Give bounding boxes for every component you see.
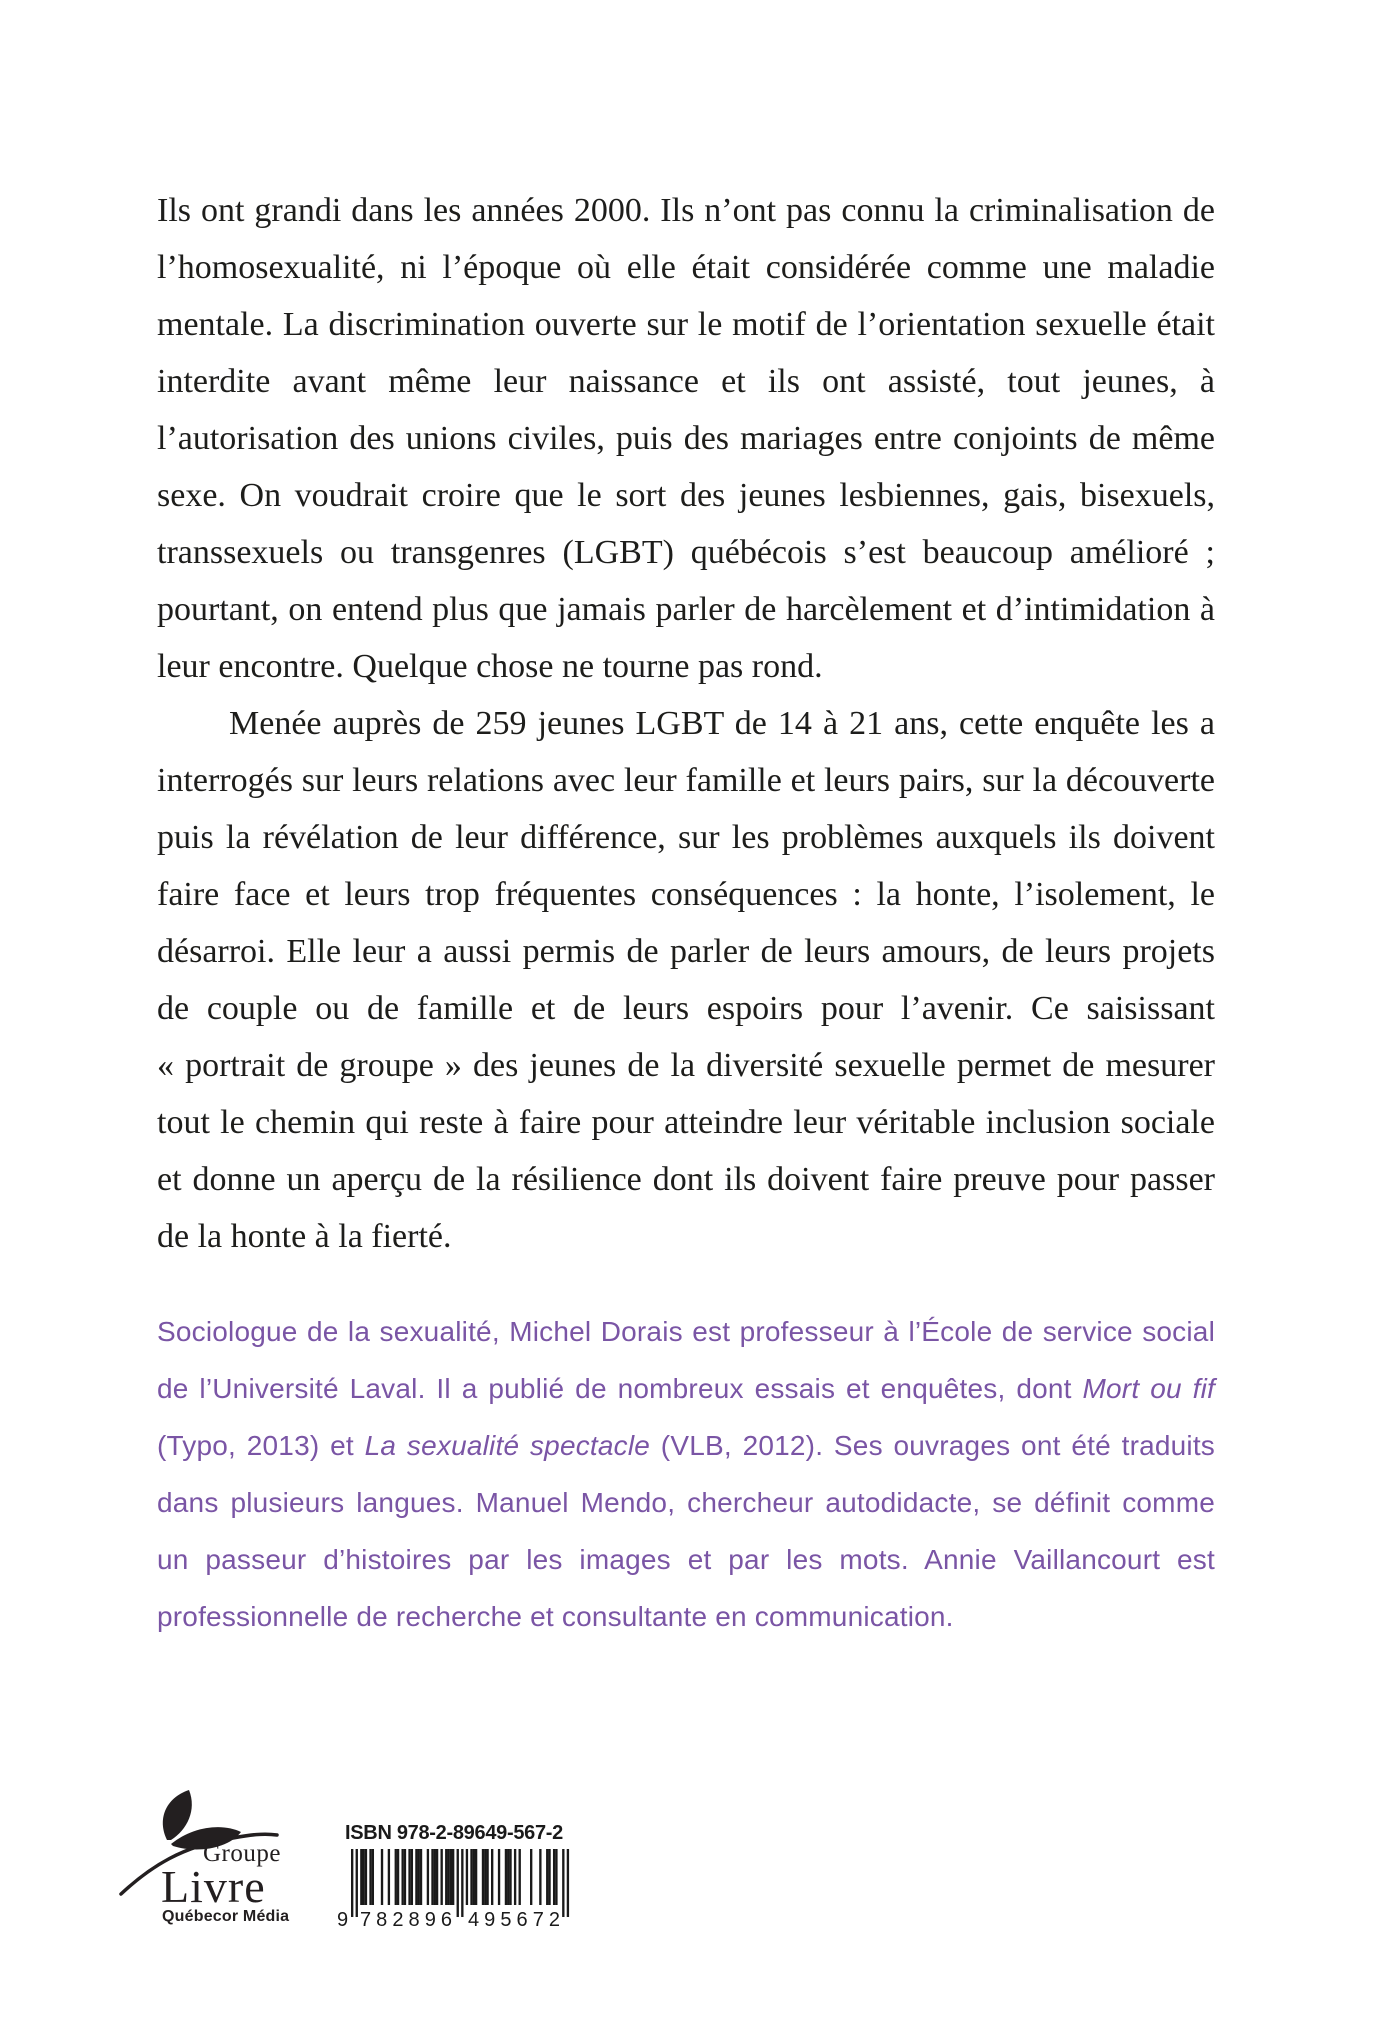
book-title: Mort ou fif bbox=[1082, 1373, 1215, 1404]
synopsis bbox=[157, 182, 1215, 1265]
svg-text:495672: 495672 bbox=[468, 1909, 560, 1929]
bio-text: (Typo, 2013) et bbox=[157, 1430, 365, 1461]
publisher-logo bbox=[115, 1788, 295, 1938]
publisher-group-label: Groupe bbox=[203, 1840, 281, 1867]
book-title: La sexualité spectacle bbox=[364, 1430, 651, 1461]
publisher-name: Livre bbox=[161, 1861, 266, 1912]
synopsis-paragraph-1: Ils ont grandi dans les années 2000. Ils n’ont pas connu la criminalisation de l’homosexualité, ni l’époque où elle était considérée comme une maladie mentale. La discrimination ouverte sur le motif de l’orientation sexuelle était interdite avant même leur naissance et ils ont assisté, tout jeunes, à l’autorisation des unions civiles, puis des mariages entre conjoints de même sexe. On voudrait croire que le sort des jeunes lesbiennes, gais, bisexuels, transsexuels ou transgenres (LGBT) québécois s’est beaucoup amélioré ; pourtant, on entend plus que jamais parler de harcèlement et d’intimidation à leur encontre. Quelque chose ne tourne pas rond. bbox=[157, 192, 1215, 685]
isbn-block bbox=[337, 1822, 571, 1929]
isbn-label: ISBN 978-2-89649-567-2 bbox=[345, 1822, 563, 1844]
bio-text: Sociologue de la sexualité, Michel Dorais est professeur à l’École de service social de l’Université Laval. Il a publié de nombreux essais et enquêtes, dont bbox=[157, 1316, 1215, 1404]
synopsis-paragraph-2: Menée auprès de 259 jeunes LGBT de 14 à 21 ans, cette enquête les a interrogés sur leurs relations avec leur famille et leurs pairs, sur la découverte puis la révélation de leur différence, sur les problèmes auxquels ils doivent faire face et leurs trop fréquentes conséquences : la honte, l’isolement, le désarroi. Elle leur a aussi permis de parler de leurs amours, de leurs projets de couple ou de famille et de leurs espoirs pour l’avenir. Ce saisissant « portrait de groupe » des jeunes de la diversité sexuelle permet de mesurer tout le chemin qui reste à faire pour atteindre leur véritable inclusion sociale et donne un aperçu de la résilience dont ils doivent faire preuve pour passer de la honte à la fierté. bbox=[157, 705, 1215, 1255]
svg-text:782896: 782896 bbox=[360, 1909, 452, 1929]
author-bio bbox=[157, 1303, 1215, 1645]
ean-barcode bbox=[337, 1849, 571, 1929]
bio-text: (VLB, 2012). Ses ouvrages ont été traduits dans plusieurs langues. Manuel Mendo, chercheur autodidacte, se définit comme un passeur d’histoires par les images et par les mots. Annie Vaillancourt est professionnelle de recherche et consultante en communication. bbox=[157, 1430, 1216, 1632]
svg-text:9: 9 bbox=[337, 1909, 349, 1929]
publisher-subtitle: Québecor Média bbox=[162, 1908, 290, 1925]
text-column bbox=[157, 182, 1215, 1645]
